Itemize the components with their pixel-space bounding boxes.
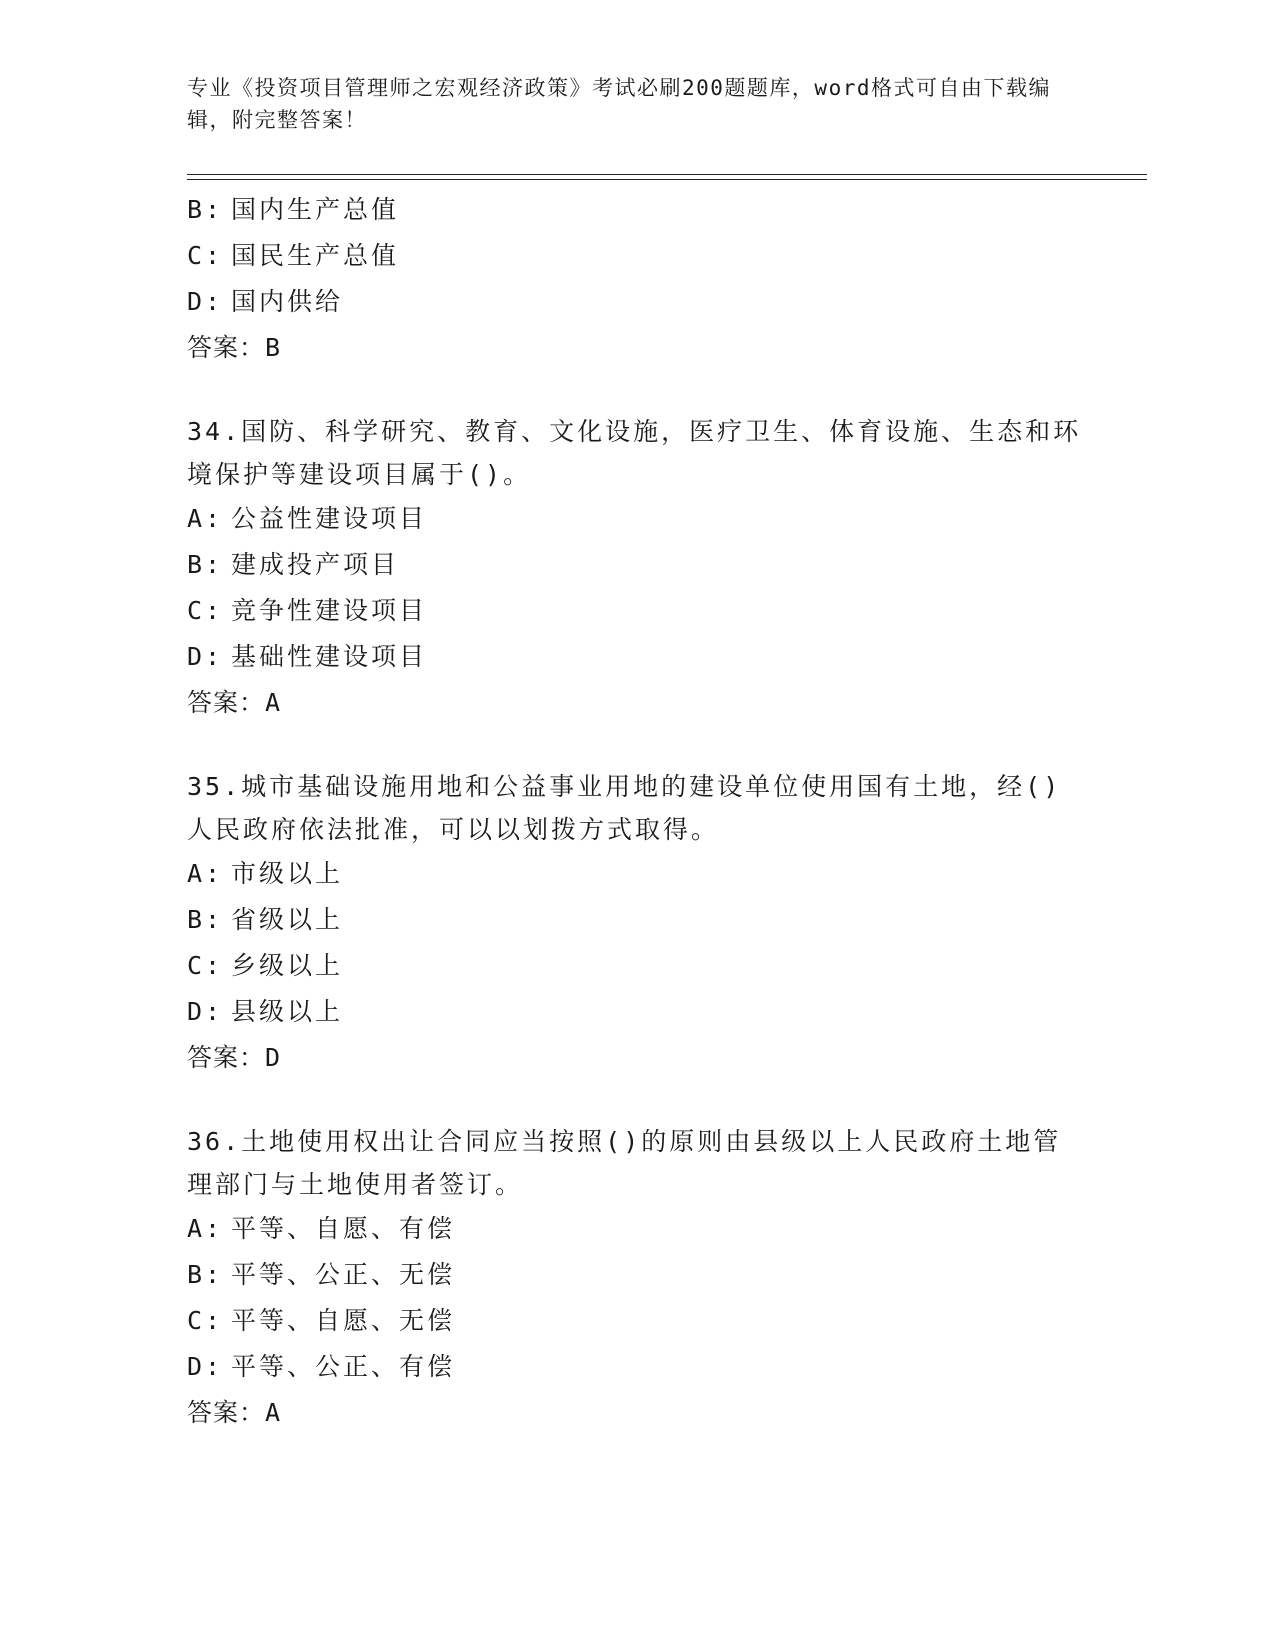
option-key: D: — [187, 1352, 224, 1381]
option-key: D: — [187, 997, 224, 1026]
document-page — [187, 72, 1147, 1436]
option-c — [187, 233, 1147, 279]
option-text: 平等、自愿、有偿 — [231, 1214, 456, 1243]
answer: 答案：B — [187, 333, 282, 362]
option-a — [187, 851, 1147, 897]
option-text: 乡级以上 — [231, 951, 344, 980]
document-header: 专业《投资项目管理师之宏观经济政策》考试必刷200题题库，word格式可自由下载编辑，附完整答案！ — [187, 76, 1051, 132]
option-text: 平等、公正、有偿 — [231, 1352, 456, 1381]
question-36 — [187, 1120, 1147, 1436]
option-key: B: — [187, 550, 224, 579]
option-key: B: — [187, 905, 224, 934]
option-text: 市级以上 — [231, 859, 344, 888]
option-text: 公益性建设项目 — [231, 504, 428, 533]
option-key: A: — [187, 504, 224, 533]
option-d — [187, 989, 1147, 1035]
option-text: 国内供给 — [231, 287, 344, 316]
option-text: 基础性建设项目 — [231, 642, 428, 671]
option-b — [187, 897, 1147, 943]
question-34 — [187, 410, 1147, 726]
option-a — [187, 496, 1147, 542]
option-text: 国内生产总值 — [231, 195, 400, 224]
option-text: 县级以上 — [231, 997, 344, 1026]
option-c — [187, 943, 1147, 989]
option-text: 建成投产项目 — [231, 550, 400, 579]
option-b — [187, 1252, 1147, 1298]
option-key: C: — [187, 951, 224, 980]
option-key: C: — [187, 1306, 224, 1335]
option-d — [187, 1344, 1147, 1390]
option-key: B: — [187, 1260, 224, 1289]
option-key: C: — [187, 596, 224, 625]
option-text: 国民生产总值 — [231, 241, 400, 270]
option-d — [187, 279, 1147, 325]
question-35 — [187, 765, 1147, 1081]
partial-question — [187, 187, 1147, 371]
option-b — [187, 187, 1147, 233]
option-text: 竞争性建设项目 — [231, 596, 428, 625]
option-d — [187, 634, 1147, 680]
answer: 答案：A — [187, 688, 282, 717]
option-c — [187, 1298, 1147, 1344]
question-text: 35.城市基础设施用地和公益事业用地的建设单位使用国有土地，经()人民政府依法批准，可以以划拨方式取得。 — [187, 772, 1062, 844]
option-key: C: — [187, 241, 224, 270]
option-text: 平等、自愿、无偿 — [231, 1306, 456, 1335]
option-key: B: — [187, 195, 224, 224]
option-text: 省级以上 — [231, 905, 344, 934]
option-b — [187, 542, 1147, 588]
question-text: 36.土地使用权出让合同应当按照()的原则由县级以上人民政府土地管理部门与土地使用者签订。 — [187, 1127, 1062, 1199]
option-text: 平等、公正、无偿 — [231, 1260, 456, 1289]
answer: 答案：A — [187, 1398, 282, 1427]
option-key: A: — [187, 1214, 224, 1243]
option-key: D: — [187, 642, 224, 671]
option-a — [187, 1206, 1147, 1252]
header-divider — [187, 174, 1147, 180]
answer: 答案：D — [187, 1043, 282, 1072]
option-key: D: — [187, 287, 224, 316]
option-key: A: — [187, 859, 224, 888]
option-c — [187, 588, 1147, 634]
document-content — [187, 187, 1147, 1436]
question-text: 34.国防、科学研究、教育、文化设施，医疗卫生、体育设施、生态和环境保护等建设项目属于()。 — [187, 417, 1082, 489]
